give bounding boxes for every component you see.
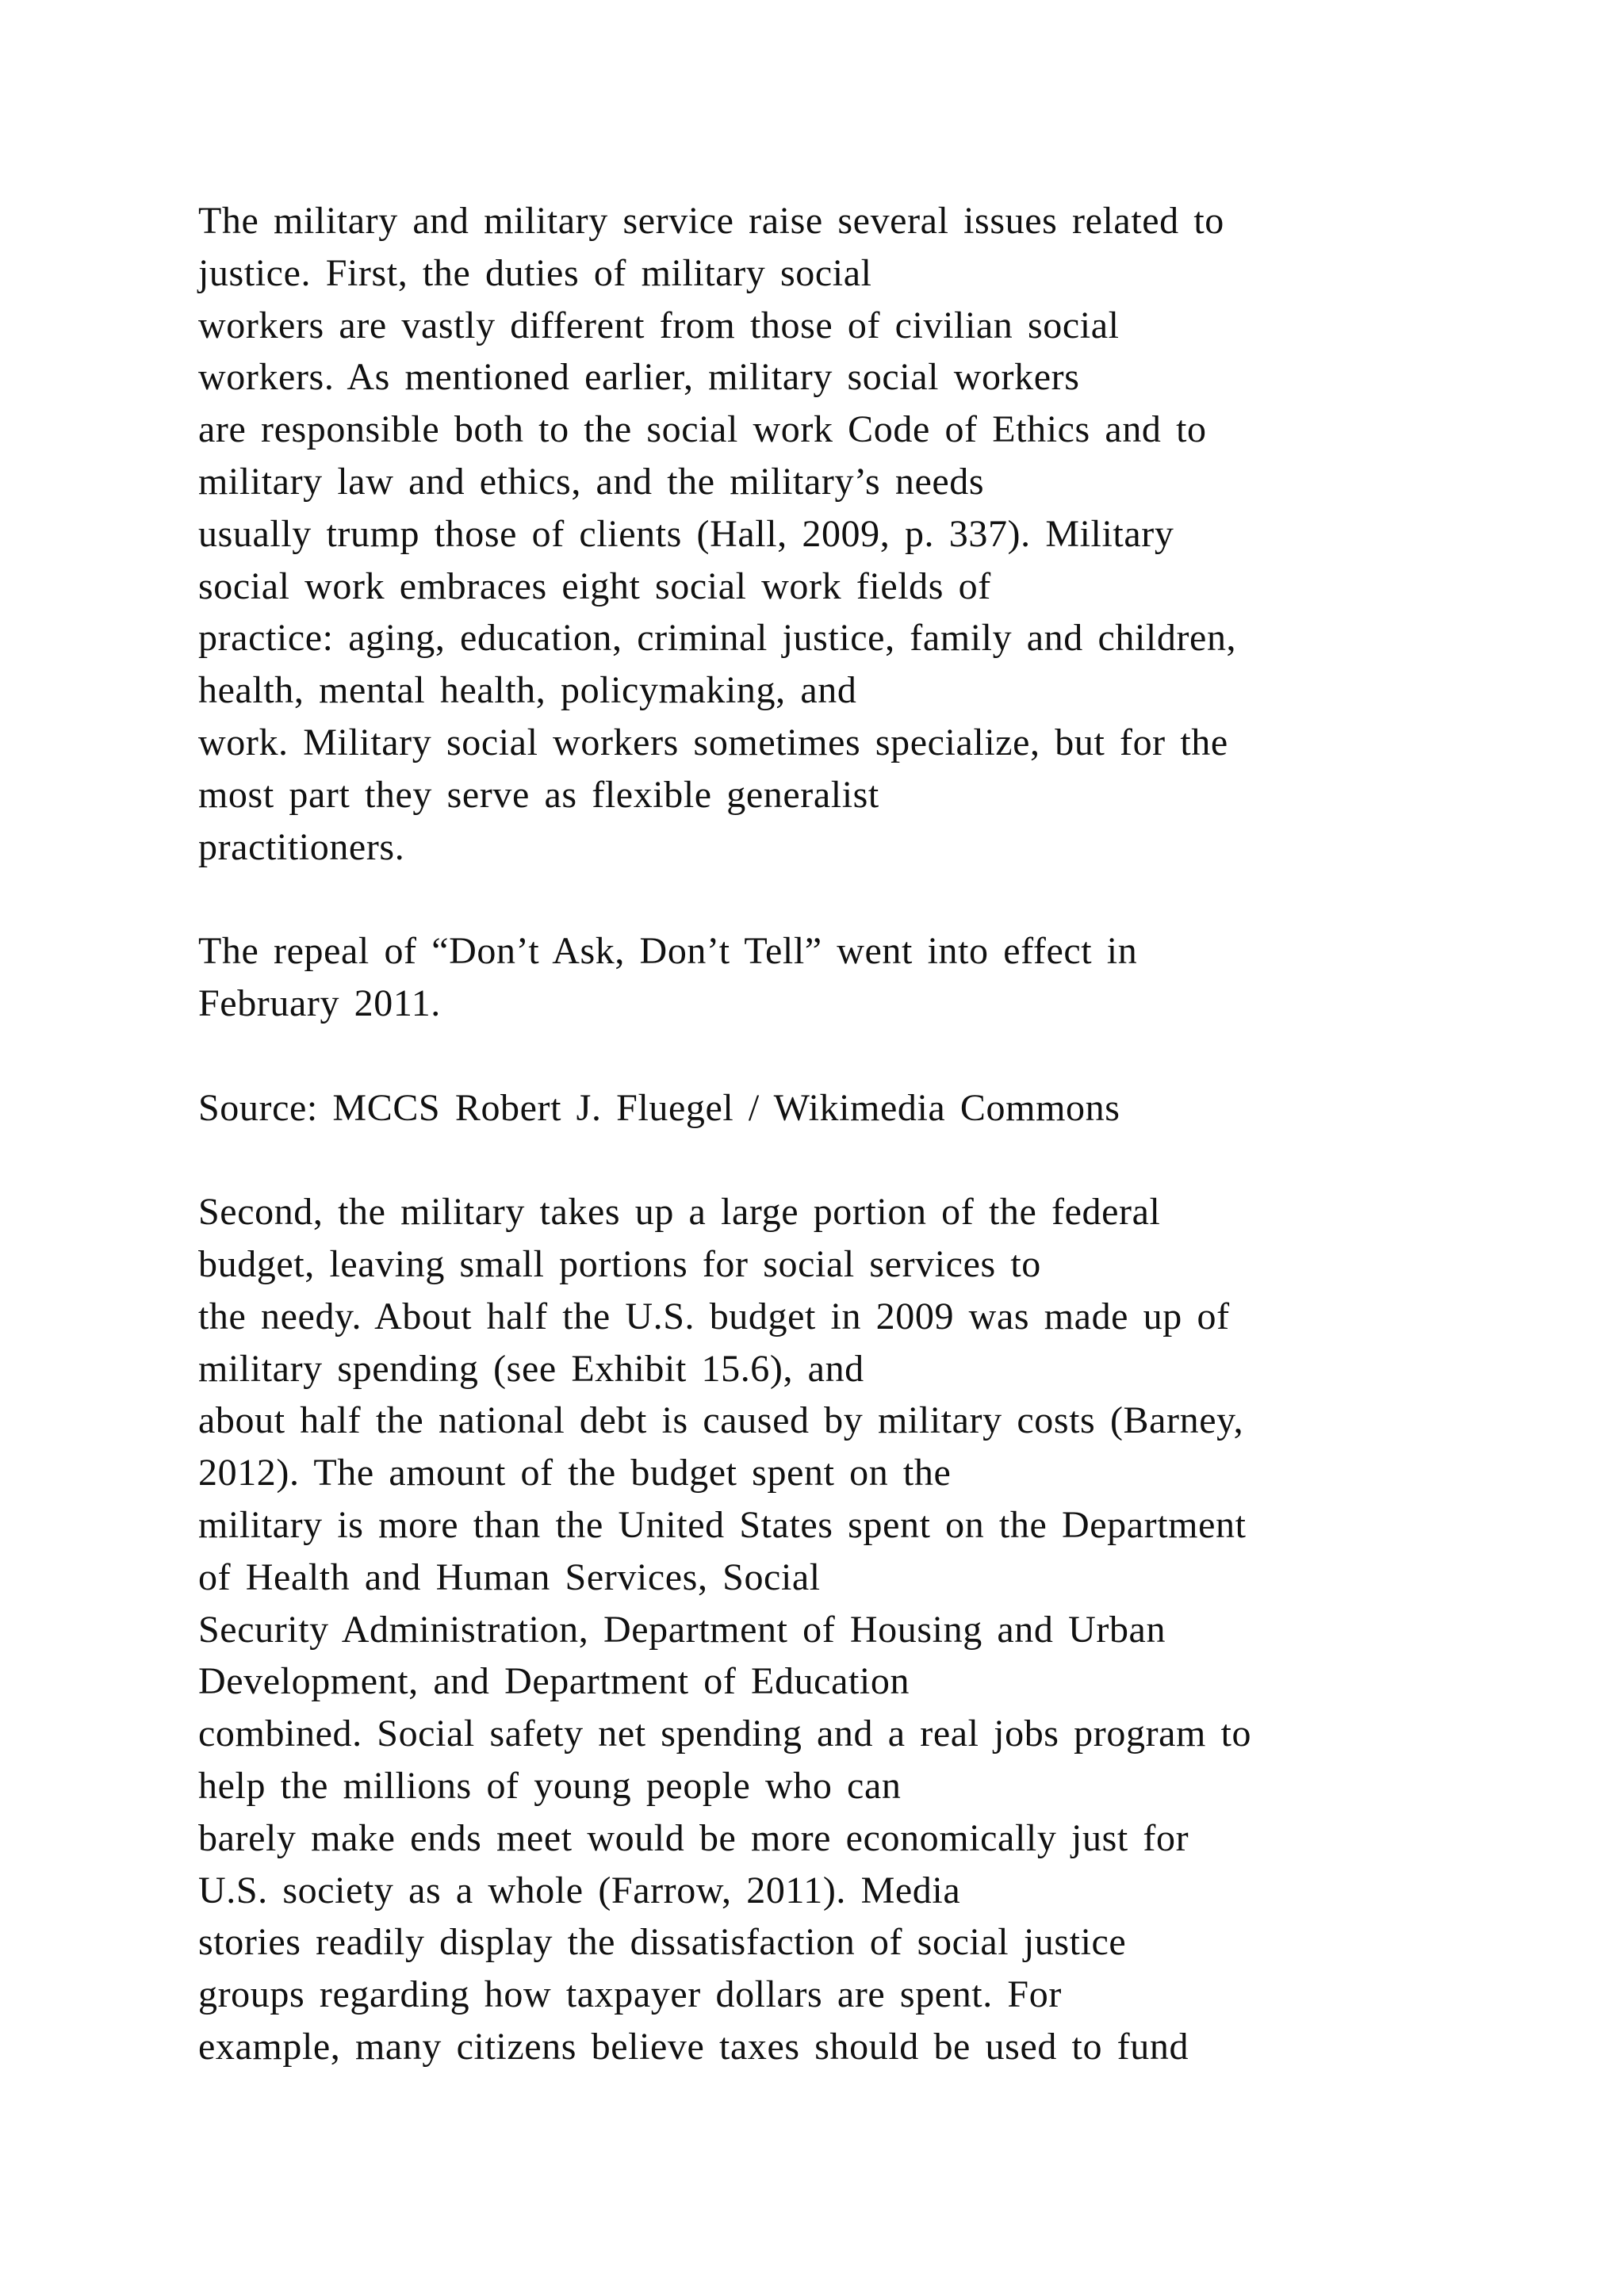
text-line: groups regarding how taxpayer dollars are spent. For (198, 1973, 1062, 2016)
text-line: work. Military social workers sometimes specialize, but for the (198, 721, 1228, 763)
paragraph-image-source (198, 1082, 1507, 1135)
paragraph-spacer (198, 873, 1507, 925)
text-line: most part they serve as flexible generalist (198, 773, 879, 816)
text-line: military law and ethics, and the military’s needs (198, 460, 985, 503)
text-line: U.S. society as a whole (Farrow, 2011). Media (198, 1869, 961, 1911)
text-line: workers are vastly different from those of civilian social (198, 304, 1120, 346)
text-line: 2012). The amount of the budget spent on the (198, 1452, 952, 1494)
text-line: of Health and Human Services, Social (198, 1556, 821, 1598)
text-line: military is more than the United States spent on the Department (198, 1503, 1247, 1546)
text-line: example, many citizens believe taxes should be used to fund (198, 2025, 1189, 2068)
text-line: February 2011. (198, 982, 441, 1024)
text-line: are responsible both to the social work Code of Ethics and to (198, 408, 1207, 451)
text-line: practitioners. (198, 825, 405, 868)
text-line: Development, and Department of Education (198, 1660, 910, 1703)
text-line: Security Administration, Department of Housing and Urban (198, 1608, 1166, 1651)
text-line: Second, the military takes up a large portion of the federal (198, 1191, 1161, 1234)
paragraph-military-justice (198, 195, 1507, 873)
text-line: barely make ends meet would be more economically just for (198, 1816, 1189, 1859)
paragraph-military-budget (198, 1186, 1507, 2073)
text-line: social work embraces eight social work fields of (198, 564, 991, 607)
paragraph-spacer (198, 1030, 1507, 1082)
text-line: help the millions of young people who can (198, 1764, 902, 1807)
document-body (198, 195, 1507, 2073)
text-line: health, mental health, policymaking, and (198, 669, 857, 712)
text-line: the needy. About half the U.S. budget in 2009 was made up of (198, 1295, 1230, 1337)
text-line: about half the national debt is caused by military costs (Barney, (198, 1399, 1244, 1442)
text-line: workers. As mentioned earlier, military social workers (198, 356, 1080, 399)
text-line: The military and military service raise several issues related to (198, 200, 1224, 242)
text-line: stories readily display the dissatisfaction of social justice (198, 1921, 1127, 1964)
text-line: justice. First, the duties of military social (198, 251, 872, 294)
text-line: combined. Social safety net spending and a real jobs program to (198, 1712, 1252, 1755)
text-line: practice: aging, education, criminal justice, family and children, (198, 617, 1237, 660)
text-line: The repeal of “Don’t Ask, Don’t Tell” went into effect in (198, 930, 1138, 973)
text-line: military spending (see Exhibit 15.6), and (198, 1347, 864, 1390)
paragraph-spacer (198, 1134, 1507, 1186)
paragraph-dadt-caption (198, 925, 1507, 1030)
text-line: budget, leaving small portions for social services to (198, 1242, 1041, 1285)
text-line: usually trump those of clients (Hall, 2009, p. 337). Military (198, 512, 1174, 555)
text-line: Source: MCCS Robert J. Fluegel / Wikimedia Commons (198, 1086, 1120, 1129)
